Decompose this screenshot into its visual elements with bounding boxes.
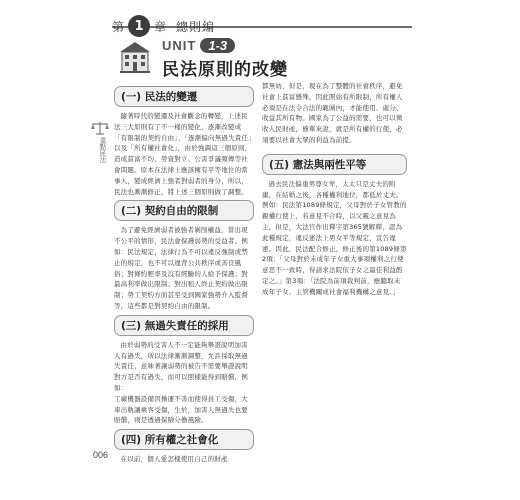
building-icon [118,40,152,74]
section-heading: (五) 憲法與兩性平等 [262,154,407,175]
section-heading: (二) 契約自由的限制 [114,200,254,221]
unit-label: UNIT [162,38,197,53]
section-heading: (三) 無過失責任的採用 [114,315,254,336]
section-text: 隨著時代的變遷及社會觀念的轉變，上述民法三大原則有了不一樣的變化，逐漸改變成「有限制的契約自由」、「逐漸偏向無過失責任」以及「所有權社會化」，由於強調這三個原則，造成貧富不均、勞資對立、公害爭議頻傳等社會問題。原本在法律上應該擁有平等地位的當事人，變成經濟上強者對弱者的身分，所以，民法也漸漸修正，將上述三個原則做了調整。 [114,112,252,196]
part-title: 總則編 [176,19,216,34]
section-text: 為了避免經濟弱者被強者剝削權益，當出現不公平的情形，民法會保護弱勢的受益者。例如：民法規定，法律行為不可以違反強制或禁止的規定，也不可以違背公共秩序或善良風俗；對條約輕率及沒有經驗的人給予保護；對最高利率做出限制；對出租人終止契約做出限制；勞工契約方面甚至受到國家強勢介入監督等，這些都是對契約自由的限制。 [114,226,248,310]
unit-number-badge: 1-3 [200,38,235,53]
page-number: 006 [93,450,109,460]
chapter-header [112,15,215,37]
left-column [114,83,254,465]
unit-title: 民法原則的改變 [162,60,288,80]
section-heading: (四) 所有權之社會化 [114,429,254,450]
section-heading: (一) 民法的變遷 [114,86,254,107]
section-text: 由於弱勢的受害人不一定能夠舉證說明加害人有過失，所以法律漸漸調整，允許採取無過失責任，意味著讓弱勢的被告不需要舉證說明對方是否有過失，而可以照樣能得到賠償，例如： [114,340,248,392]
section-text-continued: 都無妨，但是，現在為了整體的社會秩序，避免社會上貧富懸殊，因此開始有所限制，所有權人必須是在法令合法的範圍內，才能使用、處分、收益其所有物。國家為了公益的需要，也可以徵收人民財產，簡單來說，就是所有權的行使，必須要以社會大眾的利益為前提。 [262,82,403,144]
margin-note: 重點民法 [98,137,107,163]
chapter-suffix: 章 [154,19,167,34]
chapter-number-badge: 1 [128,15,150,37]
section-example-text: 工廠機器設備因操運不善而使得員工受傷，大車出軌讓乘客受傷，生於，加害人無過失也要賠償，則是透過保險分擔風險。 [114,394,248,425]
section-text: 在以前，個人愛怎樣使用自己的財產 [120,455,228,464]
section-text: 過去民法偏重男尊女卑，太太只是丈夫的附庸，在結婚之後，各種權利地位，都低於丈夫。例如：民法第1089條規定，父母對於子女管教的親權行使上，若意見不合時，以父親之意見為主，但是，大法官作出釋字第365號解釋，認為此種規定，違反憲法上男女平等規定，宣告違憲。因此，民法配合修正，修正後的第1089條第2項：「父母對於未成年子女重大事項權利之行使意思不一致時，得請求法院依子女之最佳利益酌定之。」第3項：「法院為前項裁判前，應聽取未成年子女、主管機關或社會福利機構之意見。」 [262,179,407,296]
chapter-prefix: 第 [112,19,125,34]
scale-icon [90,121,110,135]
unit-heading [162,38,288,80]
right-column [262,81,407,298]
